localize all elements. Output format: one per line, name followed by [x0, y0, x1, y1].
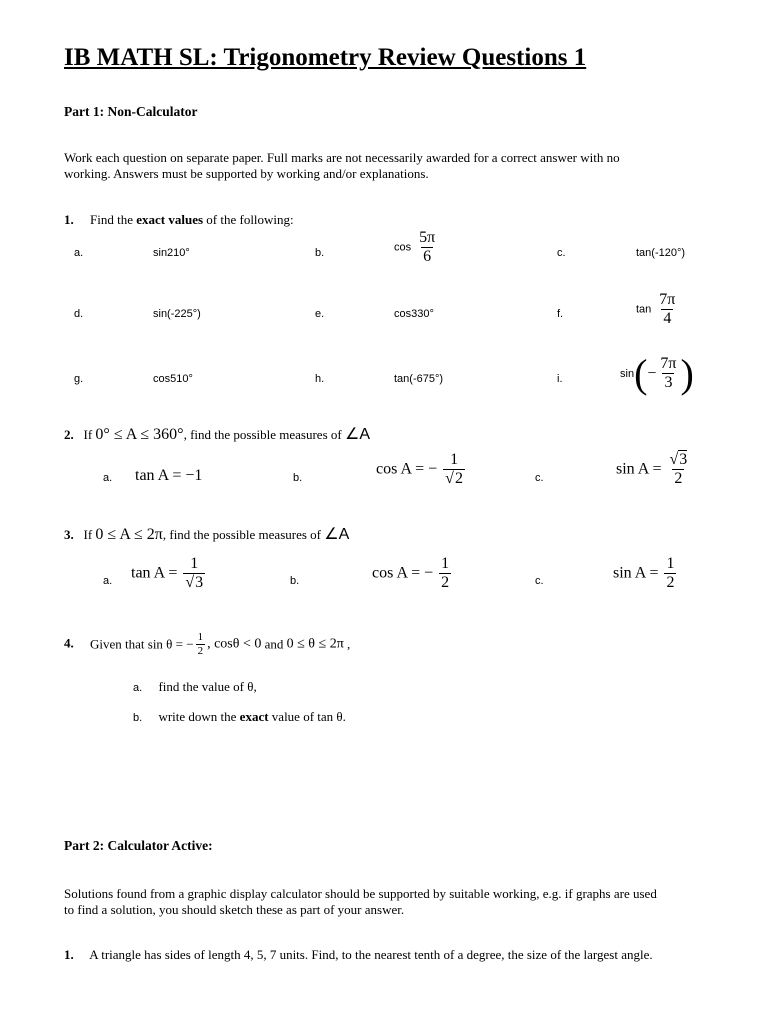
denominator: 2 [441, 573, 450, 591]
q1-item-expr: tan(-120°) [636, 247, 686, 259]
q1-bold: exact values [136, 212, 204, 227]
minus-sign: − [647, 365, 657, 382]
angle-symbol: ∠A [324, 526, 350, 543]
fraction [439, 556, 451, 591]
radicand: 3 [195, 573, 204, 591]
numerator: 1 [441, 555, 450, 572]
numerator: 1 [450, 451, 459, 468]
q1-item-expr: cos510° [153, 373, 193, 385]
q4-b-suffix: value of tan θ. [268, 709, 346, 724]
denominator: √2 [445, 469, 463, 487]
q4-cond2: , cosθ < 0 [207, 636, 262, 652]
q4-b [133, 709, 346, 725]
part2-intro-line2: to find a solution, you should sketch these as part of your answer. [64, 902, 405, 917]
denominator: 2 [666, 573, 675, 591]
q1-item-label: b. [315, 247, 325, 259]
part2-q1 [64, 947, 653, 963]
right-paren: ) [680, 351, 694, 396]
q1-item-b [394, 230, 439, 265]
q3-b-label: b. [290, 575, 300, 587]
part1-intro-line2: working. Answers must be supported by working and/or explanations. [64, 166, 429, 181]
q4-cond3: 0 ≤ θ ≤ 2π [286, 636, 344, 652]
q2-a-expr: tan A = −1 [135, 467, 203, 484]
q3-a-expr [131, 556, 207, 591]
q4-end: , [343, 636, 351, 652]
q3-if: If [83, 527, 93, 542]
denominator: 2 [674, 469, 683, 487]
fn-name: sin [620, 368, 635, 380]
fraction [664, 556, 676, 591]
q3-a-label: a. [103, 575, 113, 587]
lhs: sin A = [616, 460, 662, 478]
q4-number: 4. [64, 635, 74, 651]
numerator: 5π [419, 229, 436, 246]
part1-intro-line1: Work each question on separate paper. Full marks are not necessarily awarded for a correct answer with no [64, 150, 620, 165]
q2-c-expr [616, 452, 691, 487]
q2-b-label: b. [293, 472, 303, 484]
numerator: √3 [669, 451, 688, 468]
q4-b-prefix: write down the [158, 709, 240, 724]
fraction [183, 556, 205, 591]
q3-c-expr [613, 556, 678, 591]
numerator: 1 [190, 555, 199, 572]
part2-heading: Part 2: Calculator Active: [64, 838, 213, 853]
part1-heading: Part 1: Non-Calculator [64, 104, 198, 119]
q3-text: , find the possible measures of [162, 527, 321, 542]
q1-item-expr: sin210° [153, 247, 190, 259]
q4-and: and [261, 636, 287, 652]
numerator: 1 [666, 555, 675, 572]
q1-item-label: f. [557, 308, 564, 320]
angle-symbol: ∠A [344, 426, 370, 443]
q2-b-expr [376, 452, 467, 487]
part2-intro-line1: Solutions found from a graphic display calculator should be supported by suitable working, e.g. if graphs are used [64, 886, 657, 901]
left-paren: ( [634, 351, 648, 396]
q1-item-i [620, 351, 694, 396]
q1-item-expr: tan(-675°) [394, 373, 444, 385]
q1-number: 1. [64, 212, 74, 227]
q3-b-expr [372, 556, 453, 591]
q1-item-label: c. [557, 247, 566, 259]
q3-number: 3. [64, 527, 74, 542]
q3-stem [64, 524, 349, 544]
q2-number: 2. [64, 427, 74, 442]
fraction [657, 292, 677, 327]
fraction [196, 632, 206, 657]
numerator: 7π [659, 291, 676, 308]
q3-condition: 0 ≤ A ≤ 2π [95, 526, 163, 543]
lhs: cos A = − [376, 460, 438, 478]
q4-a [133, 679, 257, 695]
lhs: sin A = [613, 564, 659, 582]
q4-stem [64, 632, 350, 657]
fn-name: tan [636, 303, 652, 316]
denominator: 2 [197, 644, 204, 657]
q2-if: If [83, 427, 93, 442]
part2-q1-text: A triangle has sides of length 4, 5, 7 units. Find, to the nearest tenth of a degree, the size of the largest angle. [89, 947, 653, 962]
lhs: tan A = [131, 564, 178, 582]
q4-b-label: b. [133, 712, 143, 724]
page-title: IB MATH SL: Trigonometry Review Questions 1 [64, 44, 587, 71]
q2-text: , find the possible measures of [183, 427, 342, 442]
q1-item-expr: cos330° [394, 308, 434, 320]
denominator: √3 [185, 573, 204, 591]
fraction [417, 230, 437, 265]
q4-b-bold: exact [239, 709, 269, 724]
q1-item-f [636, 292, 679, 327]
fraction [443, 452, 465, 487]
q2-c-label: c. [535, 472, 544, 484]
numerator: 1 [197, 631, 204, 643]
denominator: 3 [664, 374, 673, 392]
denominator: 4 [663, 309, 672, 327]
fraction [667, 452, 689, 487]
fraction [658, 356, 678, 391]
q1-item-label: a. [74, 247, 84, 259]
q1-item-label: i. [557, 373, 563, 385]
radicand: 2 [454, 469, 463, 487]
q2-stem [64, 424, 370, 444]
q1-item-label: e. [315, 308, 325, 320]
q1-item-label: h. [315, 373, 325, 385]
q1-item-label: g. [74, 373, 84, 385]
q1-item-label: d. [74, 308, 84, 320]
denominator: 6 [423, 247, 432, 265]
q4-given: Given that sin θ = − [90, 636, 194, 652]
q4-a-text: find the value of θ, [158, 679, 257, 694]
q2-a-label: a. [103, 472, 113, 484]
q4-a-label: a. [133, 682, 143, 694]
q2-condition: 0° ≤ A ≤ 360° [95, 426, 184, 443]
fn-name: cos [394, 241, 412, 254]
q1-suffix: of the following: [203, 212, 294, 227]
q1-stem [64, 212, 294, 228]
part2-q1-number: 1. [64, 947, 74, 962]
lhs: cos A = − [372, 564, 434, 582]
q3-c-label: c. [535, 575, 544, 587]
numerator: 7π [660, 355, 677, 373]
q1-prefix: Find the [90, 212, 137, 227]
q1-item-expr: sin(-225°) [153, 308, 201, 320]
radicand: 3 [679, 451, 688, 468]
